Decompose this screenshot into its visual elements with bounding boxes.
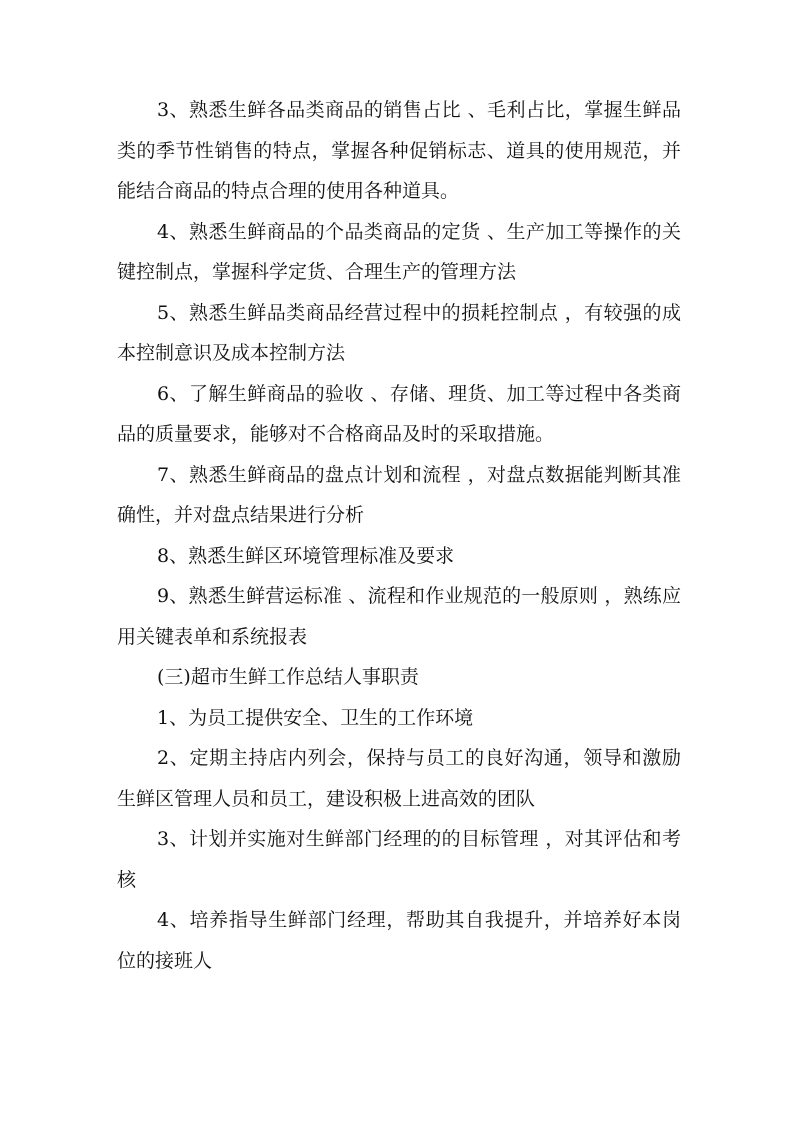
paragraph-item-9: 9、熟悉生鲜营运标准 、流程和作业规范的一般原则 ，熟练应用关键表单和系统报表 [117, 585, 681, 648]
section-heading: (三)超市生鲜工作总结人事职责 [157, 666, 419, 688]
document-body [117, 90, 681, 981]
duty-item-1: 1、为员工提供安全、卫生的工作环境 [157, 706, 474, 729]
duty-item-4: 4、培养指导生鲜部门经理，帮助其自我提升，并培养好本岗位的接班人 [117, 909, 681, 972]
paragraph-item-7: 7、熟悉生鲜商品的盘点计划和流程 ，对盘点数据能判断其准确性，并对盘点结果进行分析 [117, 463, 681, 526]
paragraph-item-3: 3、熟悉生鲜各品类商品的销售占比 、毛利占比，掌握生鲜品类的季节性销售的特点，掌握各种促销标志、道具的使用规范，并能结合商品的特点合理的使用各种道具。 [117, 99, 681, 202]
paragraph-item-8: 8、熟悉生鲜区环境管理标准及要求 [157, 544, 455, 567]
paragraph-item-5: 5、熟悉生鲜品类商品经营过程中的损耗控制点 ，有较强的成本控制意识及成本控制方法 [117, 301, 681, 364]
duty-item-3: 3、计划并实施对生鲜部门经理的的目标管理 ，对其评估和考核 [117, 828, 681, 891]
paragraph-item-4: 4、熟悉生鲜商品的个品类商品的定货 、生产加工等操作的关键控制点，掌握科学定货、合理生产的管理方法 [117, 220, 681, 283]
duty-item-2: 2、定期主持店内列会，保持与员工的良好沟通，领导和激励生鲜区管理人员和员工，建设积极上进高效的团队 [117, 747, 681, 810]
paragraph-item-6: 6、了解生鲜商品的验收 、存储、理货、加工等过程中各类商品的质量要求，能够对不合格商品及时的采取措施。 [117, 382, 681, 445]
